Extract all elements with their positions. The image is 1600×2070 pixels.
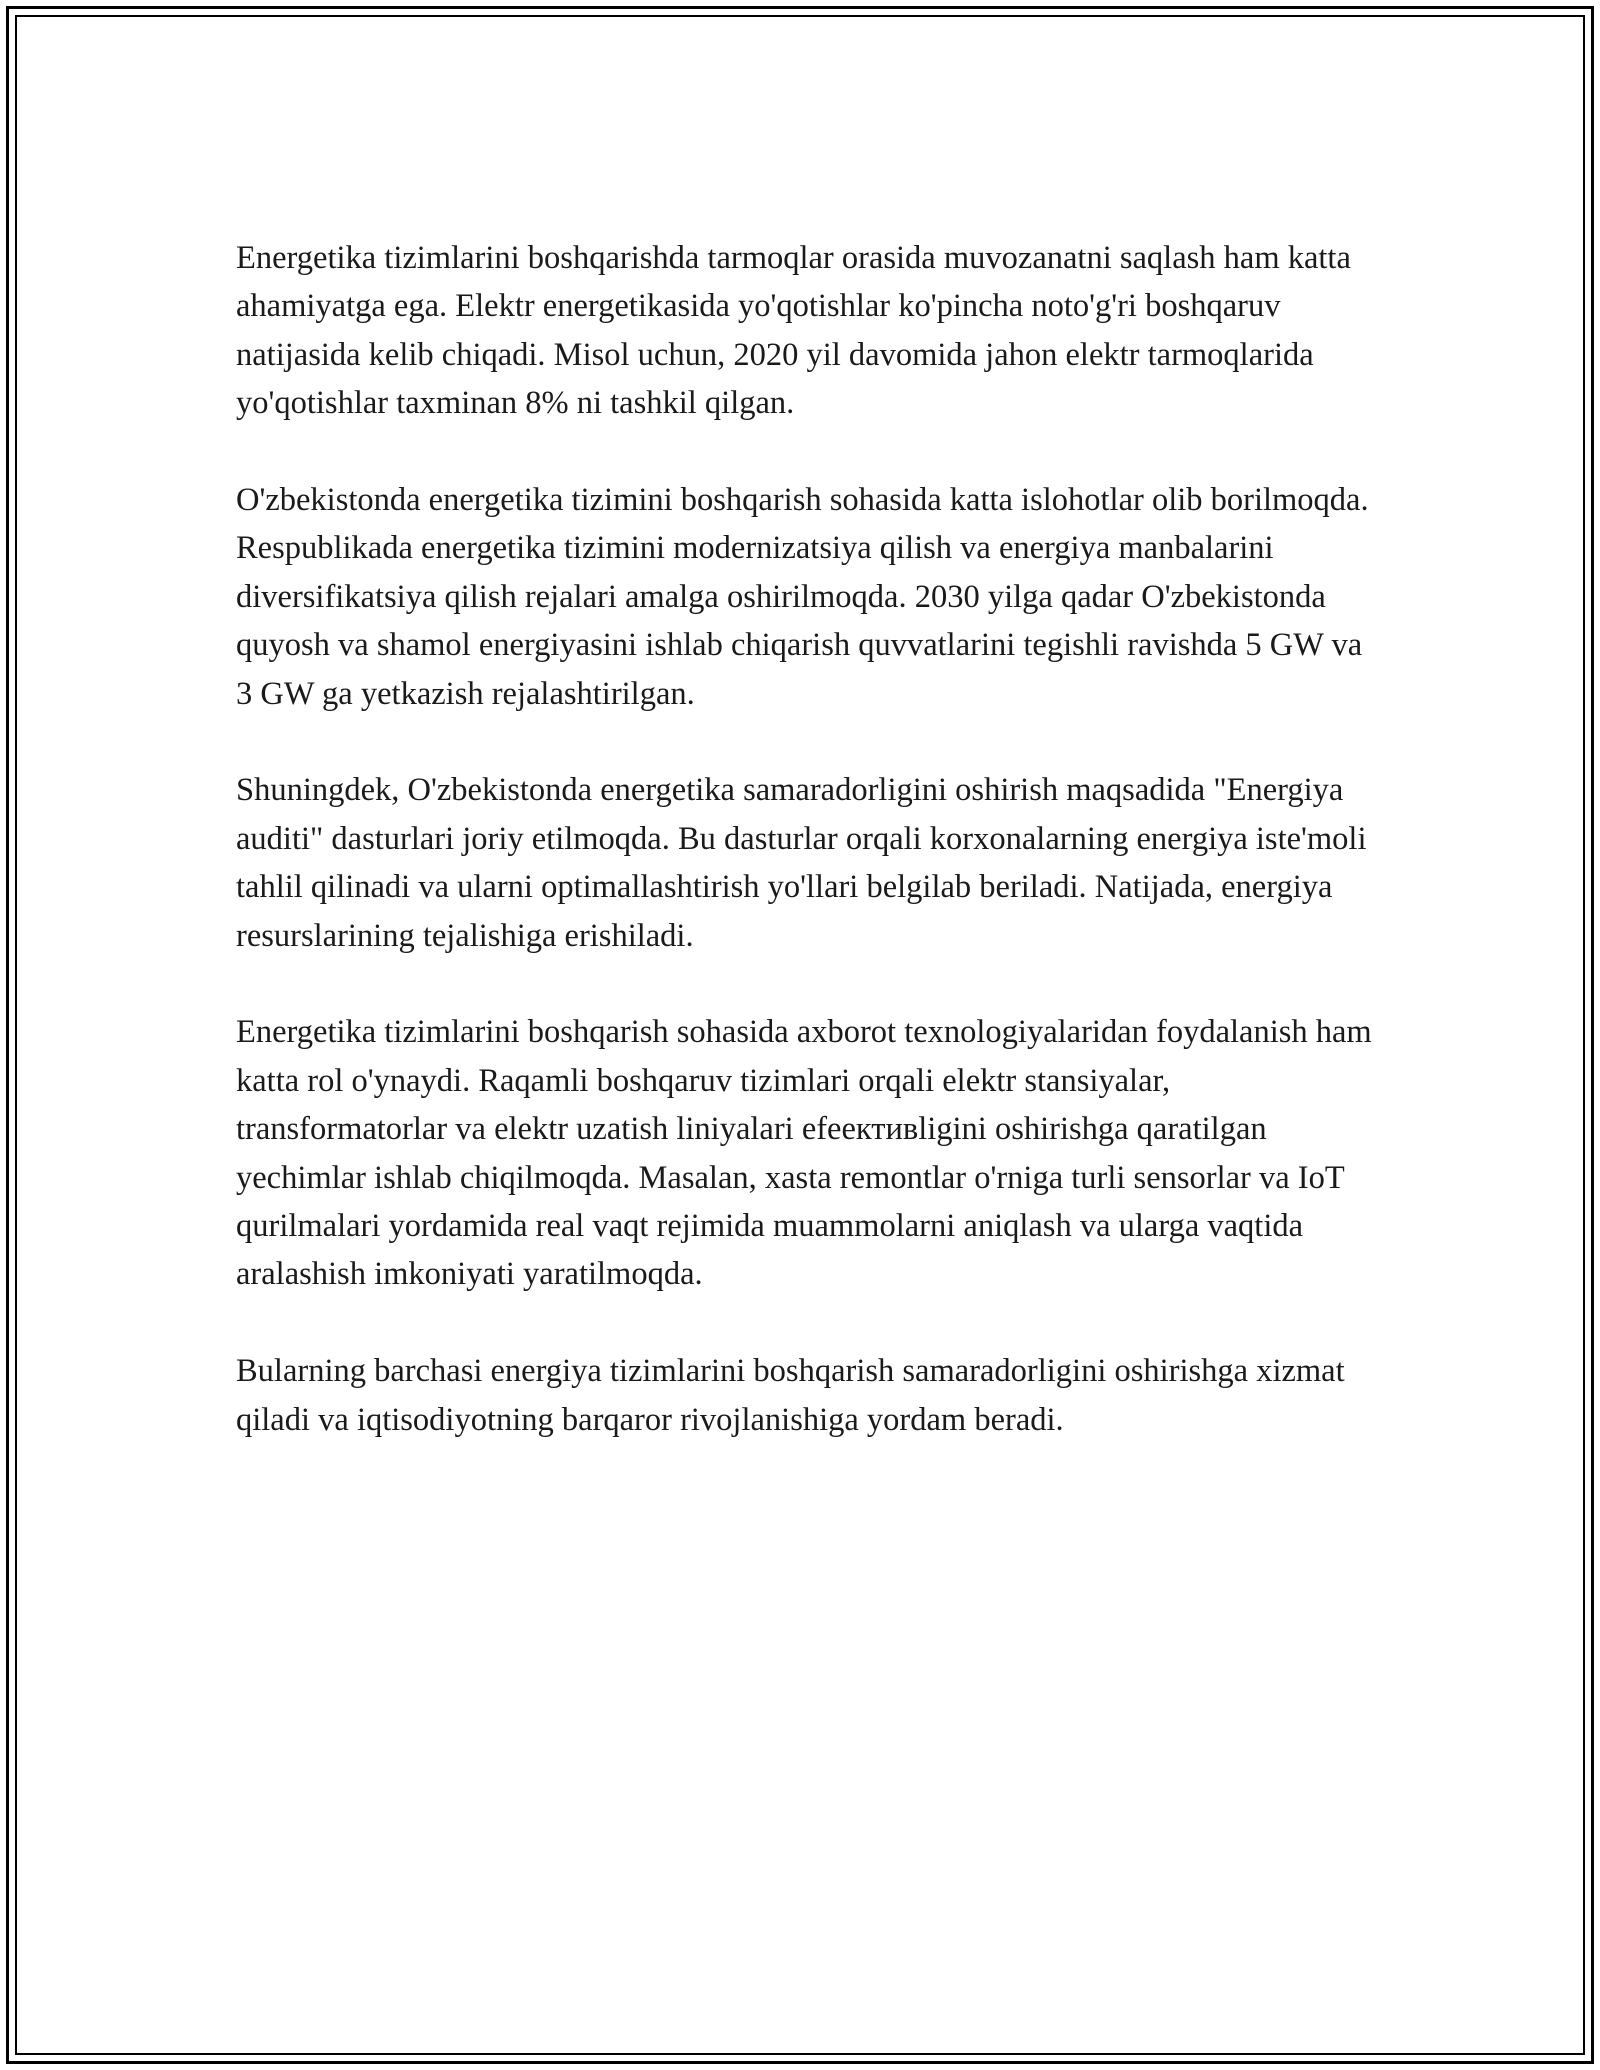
paragraph-1: Energetika tizimlarini boshqarishda tarmoqlar orasida muvozanatni saqlash ham katta ahamiyatga ega. Elektr energetikasida yo'qotishlar ko'pincha noto'g'ri boshqaruv natijasida kelib chiqadi. Misol uchun, 2020 yil davomida jahon elektr tarmoqlarida yo'qotishlar taxminan 8% ni tashkil qilgan.: [236, 240, 1351, 422]
paragraph-4: Energetika tizimlarini boshqarish sohasida axborot texnologiyalaridan foydalanish ham katta rol o'ynaydi. Raqamli boshqaruv tizimlari orqali elektr stansiyalar, transformatorlar va elektr uzatish liniyalari efeeктивligini oshirishga qaratilgan yechimlar ishlab chiqilmoqda. Masalan, xasta remontlar o'rniga turli sensorlar va IoT qurilmalari yordamida real vaqt rejimida muammolarni aniqlash va ularga vaqtida aralashish imkoniyati yaratilmoqda.: [236, 1014, 1372, 1293]
paragraph-5: Bularning barchasi energiya tizimlarini boshqarish samaradorligini oshirishga xizmat qiladi va iqtisodiyotning barqaror rivojlanishiga yordam beradi.: [236, 1353, 1345, 1438]
paragraph-3: Shuningdek, O'zbekistonda energetika samaradorligini oshirish maqsadida "Energiya auditi" dasturlari joriy etilmoqda. Bu dasturlar orqali korxonalarning energiya iste'moli tahlil qilinadi va ularni optimallashtirish yo'llari belgilab beriladi. Natijada, energiya resurslarining tejalishiga erishiladi.: [236, 772, 1367, 954]
document-body: [236, 234, 1376, 1492]
paragraph-2: O'zbekistonda energetika tizimini boshqarish sohasida katta islohotlar olib borilmoqda. Respublikada energetika tizimini modernizatsiya qilish va energiya manbalarini diversifikatsiya qilish rejalari amalga oshirilmoqda. 2030 yilga qadar O'zbekistonda quyosh va shamol energiyasini ishlab chiqarish quvvatlarini tegishli ravishda 5 GW va 3 GW ga yetkazish rejalashtirilgan.: [236, 482, 1369, 712]
